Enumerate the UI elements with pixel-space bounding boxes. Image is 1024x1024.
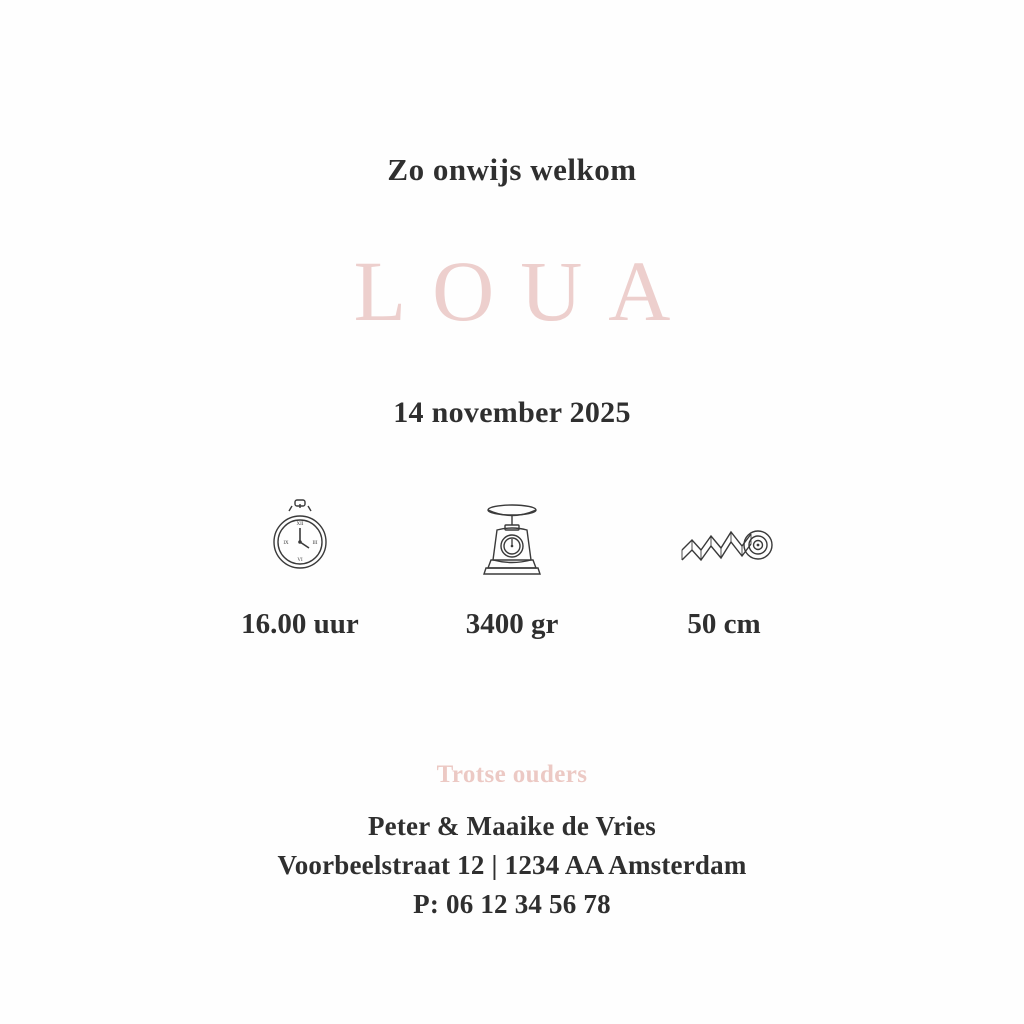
- svg-text:XII: XII: [296, 522, 304, 527]
- svg-text:VI: VI: [297, 558, 303, 563]
- kitchen-scale-icon: [475, 498, 549, 580]
- stat-length-value: 50 cm: [687, 608, 761, 640]
- stat-time-value: 16.00 uur: [241, 608, 359, 640]
- stat-length: [644, 498, 804, 641]
- parents-names: Peter & Maaike de Vries: [367, 811, 656, 841]
- birth-stats: [220, 498, 804, 641]
- birth-date: 14 november 2025: [393, 396, 631, 429]
- stat-weight-value: 3400 gr: [465, 608, 559, 640]
- parents-heading: Trotse ouders: [436, 761, 588, 788]
- parents-address: Voorbeelstraat 12 | 1234 AA Amsterdam: [277, 850, 747, 881]
- greeting-text: Zo onwijs welkom: [387, 152, 637, 187]
- measuring-tape-icon: [674, 498, 774, 580]
- svg-text:IX: IX: [283, 541, 289, 546]
- stat-weight: [432, 498, 592, 641]
- stat-time: [220, 498, 380, 641]
- baby-name: LOUA: [353, 243, 697, 339]
- parents-details: [277, 809, 746, 922]
- svg-text:III: III: [312, 541, 318, 546]
- parents-phone: P: 06 12 34 56 78: [413, 889, 611, 920]
- pocket-watch-icon: [265, 498, 335, 580]
